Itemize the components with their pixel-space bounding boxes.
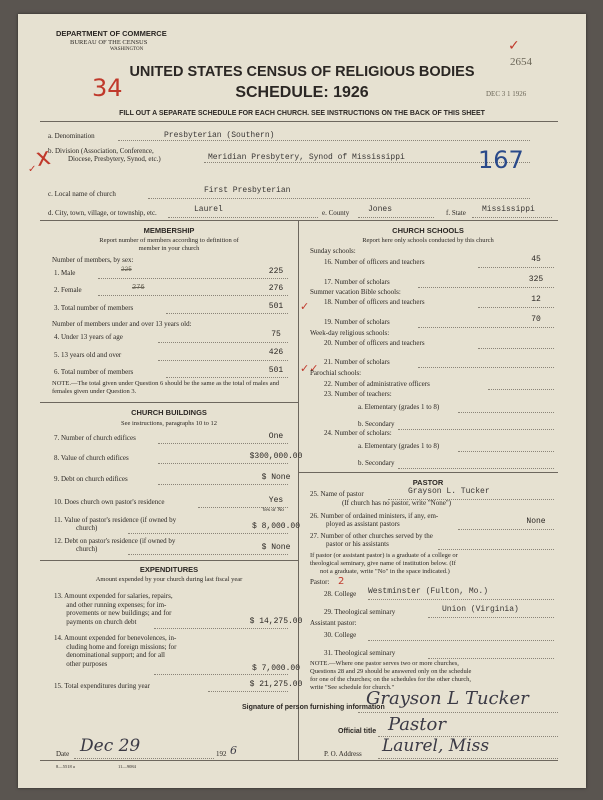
assistant-pastor-label: Assistant pastor: <box>310 619 357 627</box>
schools-subheading: Report here only schools conducted by this church <box>362 237 494 244</box>
red-margin-check: ✓ <box>28 164 37 175</box>
check-mark-red: ✓ <box>508 38 520 54</box>
schools-sunday-label: Sunday schools: <box>310 247 356 255</box>
po-address-value: Laurel, Miss <box>382 736 490 756</box>
schools-weekday-label: Week-day religious schools: <box>310 329 390 337</box>
schools-parochial-label: Parochial schools: <box>310 369 362 377</box>
date-label: Date <box>56 750 70 758</box>
membership-age-header: Number of members under and over 13 years old: <box>52 320 192 328</box>
division-label: b. Division (Association, Conference, Diocese, Presbytery, Synod, etc.) <box>48 147 161 163</box>
handwritten-blue-number: 167 <box>478 146 524 174</box>
official-title-value: Pastor <box>388 714 446 735</box>
date-year: 192 <box>216 750 227 758</box>
pastor-sub-label: Pastor: <box>310 578 330 586</box>
state-value: Mississippi <box>482 205 535 214</box>
state-label: f. State <box>446 209 466 217</box>
city-label: d. City, town, village, or township, etc. <box>48 209 157 217</box>
red-pastor-mark: 2 <box>338 576 345 587</box>
handwritten-number: 34 <box>92 74 123 102</box>
schedule-title: SCHEDULE: 1926 <box>235 84 369 101</box>
bureau-city: WASHINGTON <box>110 47 144 52</box>
census-form: DEPARTMENT OF COMMERCE BUREAU OF THE CENSUS WASHINGTON 34 ✓ 2654 DEC 3 1 1926 UNITED STATES CENSUS OF RELIGIOUS BODIES SCHEDULE: 1926 FILL OUT A SEPARATE SCHEDULE FOR EACH CHURCH. SEE INSTRUCTIONS ON THE BACK OF THIS SHEET a. Denomination Presbyterian (Southern) b. Division (Association, Conference, Diocese, Presbytery, Synod, etc.) Meridian Presbytery, Synod of Mississippi 167 c. Local name of church First Presbyterian d. City, town, village, or township, etc. Laurel e. County Jones f. State Mississippi x ✓ MEMBERSHIP Report number of members according to definition of member in your church Number of members, by sex: 1. Male 225 225 2. Female 276 276 3. Total number of members 501 ✓ Number of members under and over 13 years old: 4. Under 13 years of age 75 5. 13 years old and over 426 6. Total number of members 501 ✓✓ NOTE.—The total given under Question 6 should be the same as the total of males and females given under Question 3. CHURCH BUILDINGS See instructions, paragraphs 10 to 12 7. Number of church edifices One 8. Value of church edifices $300,000.00 9. Debt on church edifices $ None 10. Does church own pastor's residence Yes Yes or No 11. Value of pastor's residence (if owned by church) $ 8,000.00 12. Debt on pastor's residence (if owned by church) $ None EXPENDITURES Amount expended by your church during last fiscal year 13. Amount expended for salaries, repairs, and other running expenses; for im- provements or new buildings; and for payments on church debt $ 14,275.00 14. Amount expended for benevolences, in- cluding home and foreign missions; for denominational support; and for all other purposes $ 7,000.00 15. Total expenditures during year $ 21,275.00 CHURCH SCHOOLS Report here only schools conducted by this church Sunday schools: 16. Number of officers and teachers 45 17. Number of scholars 325 Summer vacation Bible schools: 18. Number of officers and teachers 12 19. Number of scholars 70 Week-day religious schools: 20. Number of officers and teachers 21. Number of scholars Parochial schools: 22. Number of administrative officers 23. Number of teachers: a. Elementary (grades 1 to 8) b. Secondary 24. Number of scholars: a. Elementary (grades 1 to 8) b. Secondary PASTOR 25. Name of pastor Grayson L. Tucker (If church has no pastor, write "None") 26. Number of ordained ministers, if any, em- ployed as assistant pastors None 27. Number of other churches served by the pastor or his assistants If pastor (or assistant pastor) is a graduate of a college or theological seminary, give name of institution below. (If not a graduate, write "No" in the space indicated.) Pastor: 2 28. College Westminster (Fulton, Mo.) 29. Theological seminary Union (Virginia) Assistant pastor: 30. College 31. Theological seminary NOTE.—Where one pastor serves two or more churches, Questions 28 and 29 should be answered only on the schedule for one of the churches; on the schedules for the other church, write "See schedule for church." Signature of person furnishing information Grayson L Tucker Official title Pastor Date Dec 29 192 6 P. O. Address Laurel, Miss 8—5518 a 11—9084 <box>18 14 586 788</box>
schools-summer-label: Summer vacation Bible schools: <box>310 288 401 296</box>
form-title: UNITED STATES CENSUS OF RELIGIOUS BODIES <box>129 64 475 80</box>
signature-value: Grayson L Tucker <box>366 688 529 709</box>
schools-heading: CHURCH SCHOOLS <box>392 226 464 235</box>
buildings-subheading: See instructions, paragraphs 10 to 12 <box>120 420 218 427</box>
city-value: Laurel <box>194 205 223 214</box>
pastor-note: If pastor (or assistant pastor) is a graduate of a college or theological seminary, give name of institution below. (If not a graduate, write "No" in the space indicated.) <box>310 552 458 575</box>
bureau-name: BUREAU OF THE CENSUS <box>70 39 148 46</box>
department-name: DEPARTMENT OF COMMERCE <box>56 29 167 38</box>
red-margin-mark: x <box>33 141 53 173</box>
membership-note: NOTE.—The total given under Question 6 should be the same as the total of males and females given under Question 3. <box>52 380 280 395</box>
local-name-value: First Presbyterian <box>204 186 291 195</box>
division-value: Meridian Presbytery, Synod of Mississippi <box>208 153 405 162</box>
expenditures-heading: EXPENDITURES <box>139 565 199 574</box>
local-name-label: c. Local name of church <box>48 190 116 198</box>
signature-label: Signature of person furnishing information <box>242 704 385 711</box>
county-value: Jones <box>368 205 393 214</box>
pastor-final-note: NOTE.—Where one pastor serves two or more churches, Questions 28 and 29 should be answered only on the schedule for one of the churches; on the schedules for the other church, write "See schedule for church." <box>310 660 472 691</box>
denomination-label: a. Denomination <box>48 132 95 140</box>
stamp-number: 2654 <box>510 56 532 68</box>
date-value: Dec 29 <box>80 736 141 756</box>
membership-subheading: Report number of members according to definition of member in your church <box>99 237 239 252</box>
membership-heading: MEMBERSHIP <box>143 226 195 235</box>
denomination-value: Presbyterian (Southern) <box>164 131 275 140</box>
expenditures-subheading: Amount expended by your church during last fiscal year <box>95 576 243 583</box>
stamp-date: DEC 3 1 1926 <box>486 90 527 98</box>
pastor-heading: PASTOR <box>412 478 444 487</box>
members-by-sex-label: Number of members, by sex: <box>52 256 134 264</box>
county-label: e. County <box>322 209 350 217</box>
form-code: 8—5518 a <box>56 764 75 769</box>
official-title-label: Official title <box>338 728 377 735</box>
date-year-suffix: 6 <box>230 744 237 757</box>
po-address-label: P. O. Address <box>324 750 362 758</box>
form-code-2: 11—9084 <box>118 764 136 769</box>
buildings-heading: CHURCH BUILDINGS <box>131 408 207 417</box>
instructions-line: FILL OUT A SEPARATE SCHEDULE FOR EACH CHURCH. SEE INSTRUCTIONS ON THE BACK OF THIS SHEET <box>119 110 485 117</box>
